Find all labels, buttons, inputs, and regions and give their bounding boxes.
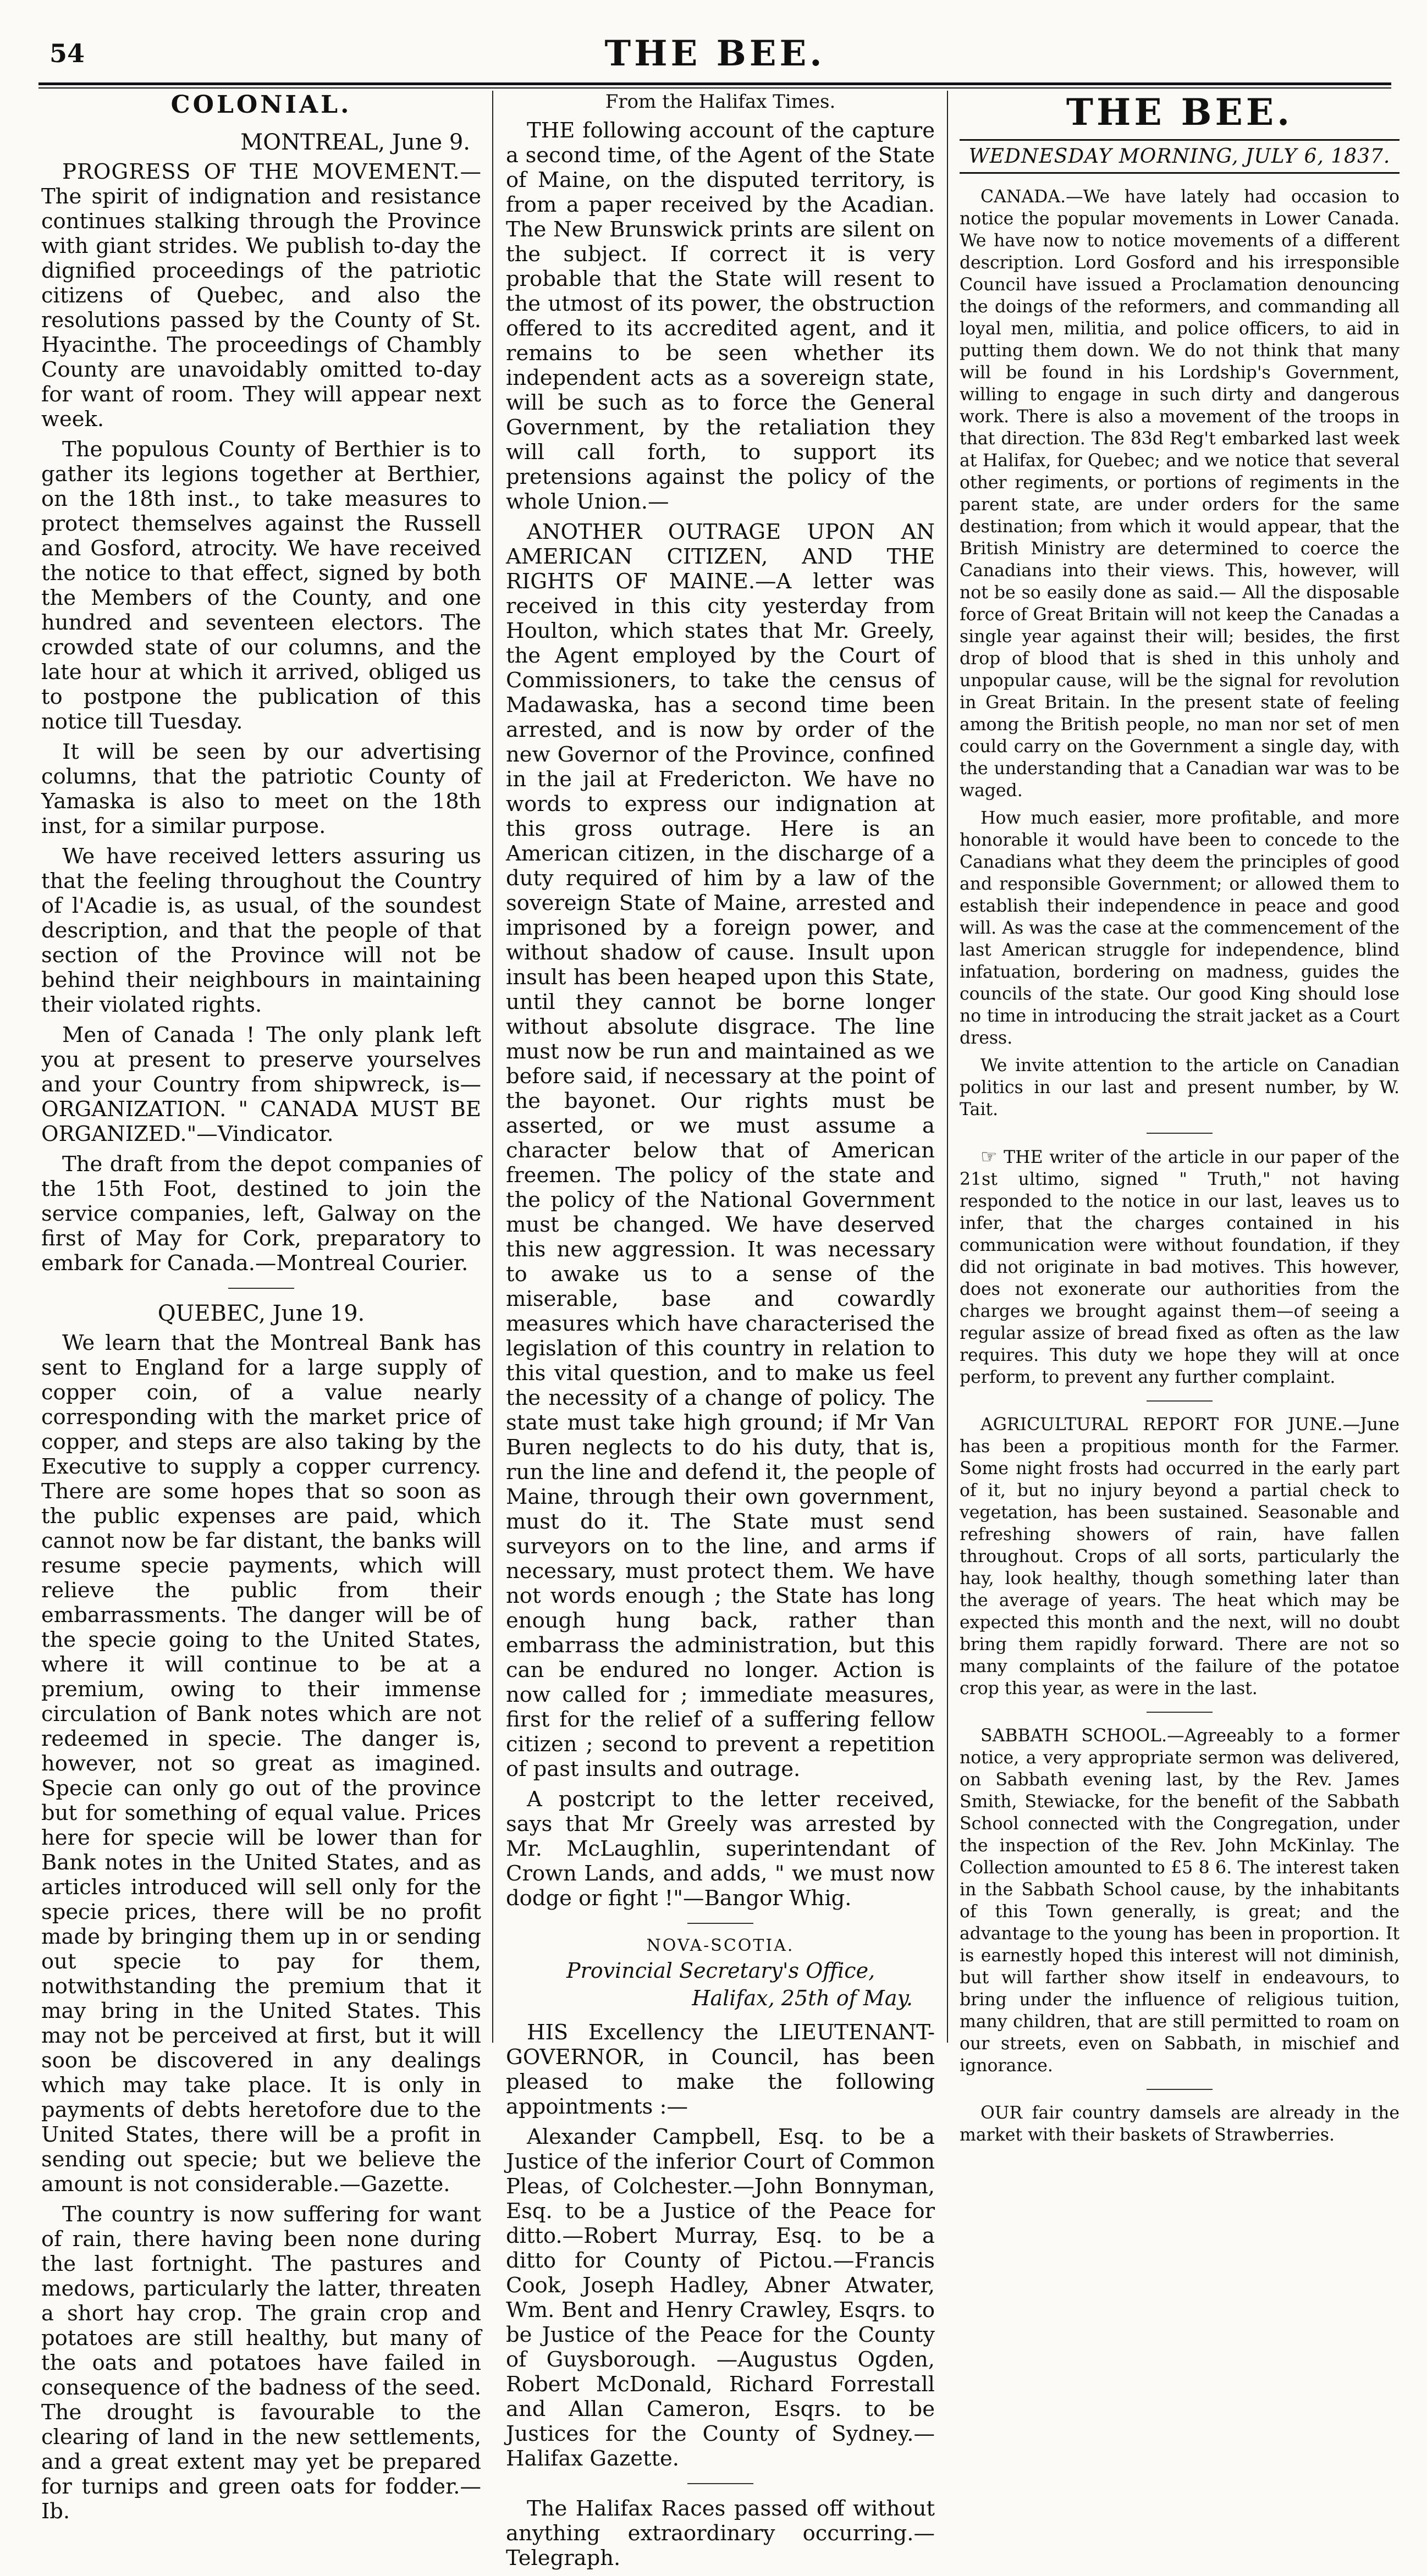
nova-scotia-date: Halifax, 25th of May. xyxy=(692,1986,913,2010)
paragraph: ANOTHER OUTRAGE UPON AN AMERICAN CITIZEN, AND THE RIGHTS OF MAINE.—A letter was received in this city yesterday from Houlton, which states that Mr. Greely, the Agent employed by the Court of Commissioners, to take the census of Madawaska, has a second time been arrested, and is now by order of the new Governor of the Province, confined in the jail at Fredericton. We have no words to express our indignation at this gross outrage. Here is an American citizen, in the discharge of a duty required of him by a law of the sovereign State of Maine, arrested and imprisoned by a foreign power, and without shadow of cause. Insult upon insult has been heaped upon this State, until they cannot be borne longer without absolute disgrace. The line must now be run and maintained as we before said, if necessary at the point of the bayonet. Our rights must be asserted, or we must assume a character below that of American freemen. The policy of the state and the policy of the National Government must be changed. We have deserved this new aggression. It was necessary to awake us to a sense of the miserable, base and cowardly measures which have characterised the legislation of this country in relation to this vital question, and to make us feel the necessity of a change of policy. The state must take high ground; if Mr Van Buren neglects to do his duty, that is, run the line and defend it, the people of Maine, through their own government, must do it. The State must send surveyors on to the line, and arms if necessary, must protect them. We have not words enough ; the State has long enough hung back, rather than embarrass the administration, but this can be endured no longer. Action is now called for ; immediate measures, first for the relief of a suffering fellow citizen ; second to prevent a repetition of past insults and outrage. xyxy=(506,520,935,1781)
paragraph: The country is now suffering for want of rain, there having been none during the last fortnight. The pastures and medows, particularly the latter, threaten a short hay crop. The grain crop and potatoes are still healthy, but many of the oats and potatoes have failed in consequence of the badness of the seed. The drought is favourable to the clearing of land in the new settlements, and a great extent may yet be prepared for turnips and green oats for fodder.—Ib. xyxy=(41,2202,481,2524)
paragraph: SABBATH SCHOOL.—Agreeably to a former notice, a very appropriate sermon was delivered, on Sabbath evening last, by the Rev. James Smith, Stewiacke, for the benefit of the Sabbath School connected with the Congregation, under the inspection of the Rev. John McKinlay. The Collection amounted to £5 8 6. The interest taken in the Sabbath School cause, by the inhabitants of this Town generally, is great; and the advantage to the young has been in proportion. It is earnestly hoped this interest will not diminish, but will farther show itself in endeavours, to bring under the influence of religious tuition, many children, that are still permitted to roam on our streets, even on Sabbath, in mischief and ignorance. xyxy=(960,1726,1400,2076)
bee-title: THE BEE. xyxy=(1066,91,1293,134)
paragraph: CANADA.—We have lately had occasion to notice the popular movements in Lower Canada. We have now to notice movements of a different description. Lord Gosford and his irresponsible Council have issued a Proclamation denouncing the doings of the reformers, and commanding all loyal men, militia, and police officers, to aid in putting them down. We do not think that many will be found in his Lordship's Government, willing to engage in such dirty and dangerous work. There is also a movement of the troops in that direction. The 83d Reg't embarked last week at Halifax, for Quebec; and we notice that several other regiments, or portions of regiments in the parent state, are under orders for the same destination; from which it would appear, that the British Ministry are determined to coerce the Canadians into their views. This, however, will not be so easily done as said.— All the disposable force of Great Britain will not keep the Canadas a single year against their will; besides, the first drop of blood that is shed in this unholy and unpopular cause, will be the signal for revolution in Great Britain. In the present state of feeling among the British people, no man nor set of men could carry on the Government a single day, with the understanding that a Canadian war was to be waged. xyxy=(960,187,1400,801)
paragraph: PROGRESS OF THE MOVEMENT.—The spirit of indignation and resistance continues stalking through the Province with giant strides. We publish to-day the dignified proceedings of the patriotic citizens of Quebec, and also the resolutions passed by the County of St. Hyacinthe. The proceedings of Chambly County are unavoidably omitted to-day for want of room. They will appear next week. xyxy=(41,159,481,432)
section-heading-colonial: COLONIAL. xyxy=(170,91,352,119)
nova-scotia-office: Provincial Secretary's Office, xyxy=(566,1959,875,1983)
paragraph: Alexander Campbell, Esq. to be a Justice of the inferior Court of Common Pleas, of Colchester.—John Bonnyman, Esq. to be a Justice of the Peace for ditto.—Robert Murray, Esq. to be a ditto for County of Pictou.—Francis Cook, Joseph Hadley, Abner Atwater, Wm. Bent and Henry Crawley, Esqrs. to be Justice of the Peace for the County of Guysborough. —Augustus Ogden, Robert McDonald, Richard Forrestall and Allan Cameron, Esqrs. to be Justices for the County of Sydney.—Halifax Gazette. xyxy=(506,2125,935,2471)
column-the-bee xyxy=(960,91,1400,2152)
header-rule-thin xyxy=(38,87,1391,89)
nova-scotia-heading: NOVA-SCOTIA. xyxy=(646,1936,795,1955)
separator xyxy=(1147,1712,1213,1713)
paragraph: HIS Excellency the LIEUTENANT-GOVERNOR, in Council, has been pleased to make the following appointments :— xyxy=(506,2020,935,2119)
separator xyxy=(687,2483,753,2484)
paragraph: We invite attention to the article on Canadian politics in our last and present number, by W. Tait. xyxy=(960,1056,1400,1119)
separator xyxy=(1147,2089,1213,2090)
header-rule-thick xyxy=(38,82,1391,85)
paragraph: It will be seen by our advertising columns, that the patriotic County of Yamaska is also to meet on the 18th inst, for a similar purpose. xyxy=(41,740,481,839)
masthead: THE BEE. xyxy=(604,33,825,74)
paragraph: The draft from the depot companies of the 15th Foot, destined to join the service companies, left, Galway on the first of May for Cork, preparatory to embark for Canada.—Montreal Courier. xyxy=(41,1152,481,1276)
paragraph: ☞ THE writer of the article in our paper of the 21st ultimo, signed " Truth," not having responded to the notice in our last, leaves us to infer, that the charges contained in his communication were without foundation, if they did not originate in bad motives. This however, does not exonerate our authorities from the charges we brought against them—of seeing a regular assize of bread fixed as often as the law requires. This duty we hope they will at once perform, to prevent any further complaint. xyxy=(960,1146,1400,1387)
paragraph: We learn that the Montreal Bank has sent to England for a large supply of copper coin, of a value nearly corresponding with the market price of copper, and steps are also taking by the Executive to supply a copper currency. There are some hopes that so soon as the public expenses are paid, which cannot now be far distant, the banks will resume specie payments, which will relieve the public from their embarrassments. The danger will be of the specie going to the United States, where it will continue to be at a premium, owing to their immense circulation of Bank notes which are not redeemed in specie. The danger is, however, not so great as imagined. Specie can only go out of the province but for something of equal value. Prices here for specie will be lower than for Bank notes in the United States, and as articles introduced will sell only for the specie prices, there will be no profit made by bringing them up in or sending out specie to pay for them, notwithstanding the premium that it may bring in the United States. This may not be perceived at first, but it will soon be discovered in any dealings which may take place. It is only in payments of debts heretofore due to the United States, there will be a profit in sending out specie; but we believe the amount is not considerable.—Gazette. xyxy=(41,1331,481,2197)
dateline-quebec: QUEBEC, June 19. xyxy=(157,1301,365,1326)
column-colonial xyxy=(41,91,481,2529)
column-halifax-times xyxy=(506,91,935,2576)
paragraph: OUR fair country damsels are already in the market with their baskets of Strawberries. xyxy=(960,2103,1400,2145)
paragraph: AGRICULTURAL REPORT FOR JUNE.—June has been a propitious month for the Farmer. Some night frosts had occurred in the early part of it, but no injury beyond a partial check to vegetation, has been sustained. Seasonable and refreshing showers of rain, have fallen throughout. Crops of all sorts, particularly the hay, look healthy, though something later than the average of years. The heat which may be expected this month and the next, will no doubt bring them rapidly forward. There are not so many complaints of the failure of the potatoe crop this year, as were in the last. xyxy=(960,1415,1400,1698)
paragraph: The populous County of Berthier is to gather its legions together at Berthier, on the 18th inst., to take measures to protect themselves against the Russell and Gosford, atrocity. We have received the notice to that effect, signed by both the Members of the County, and one hundred and seventeen electors. The crowded state of our columns, and the late hour at which it arrived, obliged us to postpone the publication of this notice till Tuesday. xyxy=(41,437,481,734)
column-divider-1 xyxy=(492,91,493,2043)
page-number: 54 xyxy=(49,38,85,68)
lead-in: PROGRESS OF THE MOVEMENT. xyxy=(62,159,460,184)
separator xyxy=(228,1288,294,1289)
separator xyxy=(1147,1400,1213,1402)
column-divider-2 xyxy=(947,91,948,2043)
paragraph: Men of Canada ! The only plank left you at present to preserve yourselves and your Country from shipwreck, is— ORGANIZATION. " CANADA MUST BE ORGANIZED."—Vindicator. xyxy=(41,1023,481,1146)
separator xyxy=(687,1923,753,1924)
paragraph: THE following account of the capture a second time, of the Agent of the State of Maine, on the disputed territory, is from a paper received by the Acadian. The New Brunswick prints are silent on the subject. If correct it is very probable that the State will resent to the utmost of its power, the obstruction offered to its accredited agent, and it remains to be seen whether its independent acts as a sovereign state, will be such as to force the General Government, by the retaliation they will call forth, to support its pretensions against the policy of the whole Union.— xyxy=(506,118,935,514)
paragraph: A postcript to the letter received, says that Mr Greely was arrested by Mr. McLaughlin, superintendant of Crown Lands, and adds, " we must now dodge or fight !"—Bangor Whig. xyxy=(506,1787,935,1911)
dateline-montreal: MONTREAL, June 9. xyxy=(240,130,470,155)
paragraph: The Halifax Races passed off without anything extraordinary occurring.—Telegraph. xyxy=(506,2496,935,2571)
separator xyxy=(1147,1133,1213,1134)
paragraph: How much easier, more profitable, and more honorable it would have been to concede to the Canadians what they deem the principles of good and responsible Government; or allowed them to establish their independence in peace and good will. As was the case at the commencement of the last American struggle for independence, blind infatuation, bordering on madness, guides the councils of the state. Our good King should lose no time in introducing the strait jacket as a Court dress. xyxy=(960,808,1400,1048)
pointing-hand-icon: ☞ xyxy=(980,1146,998,1168)
issue-date: WEDNESDAY MORNING, JULY 6, 1837. xyxy=(960,139,1400,174)
page-header xyxy=(38,33,1391,82)
paragraph: We have received letters assuring us that the feeling throughout the Country of l'Acadie is, as usual, of the soundest description, and that the people of that section of the Province will not be behind their neighbours in maintaining their violated rights. xyxy=(41,844,481,1017)
source-heading: From the Halifax Times. xyxy=(605,91,836,113)
